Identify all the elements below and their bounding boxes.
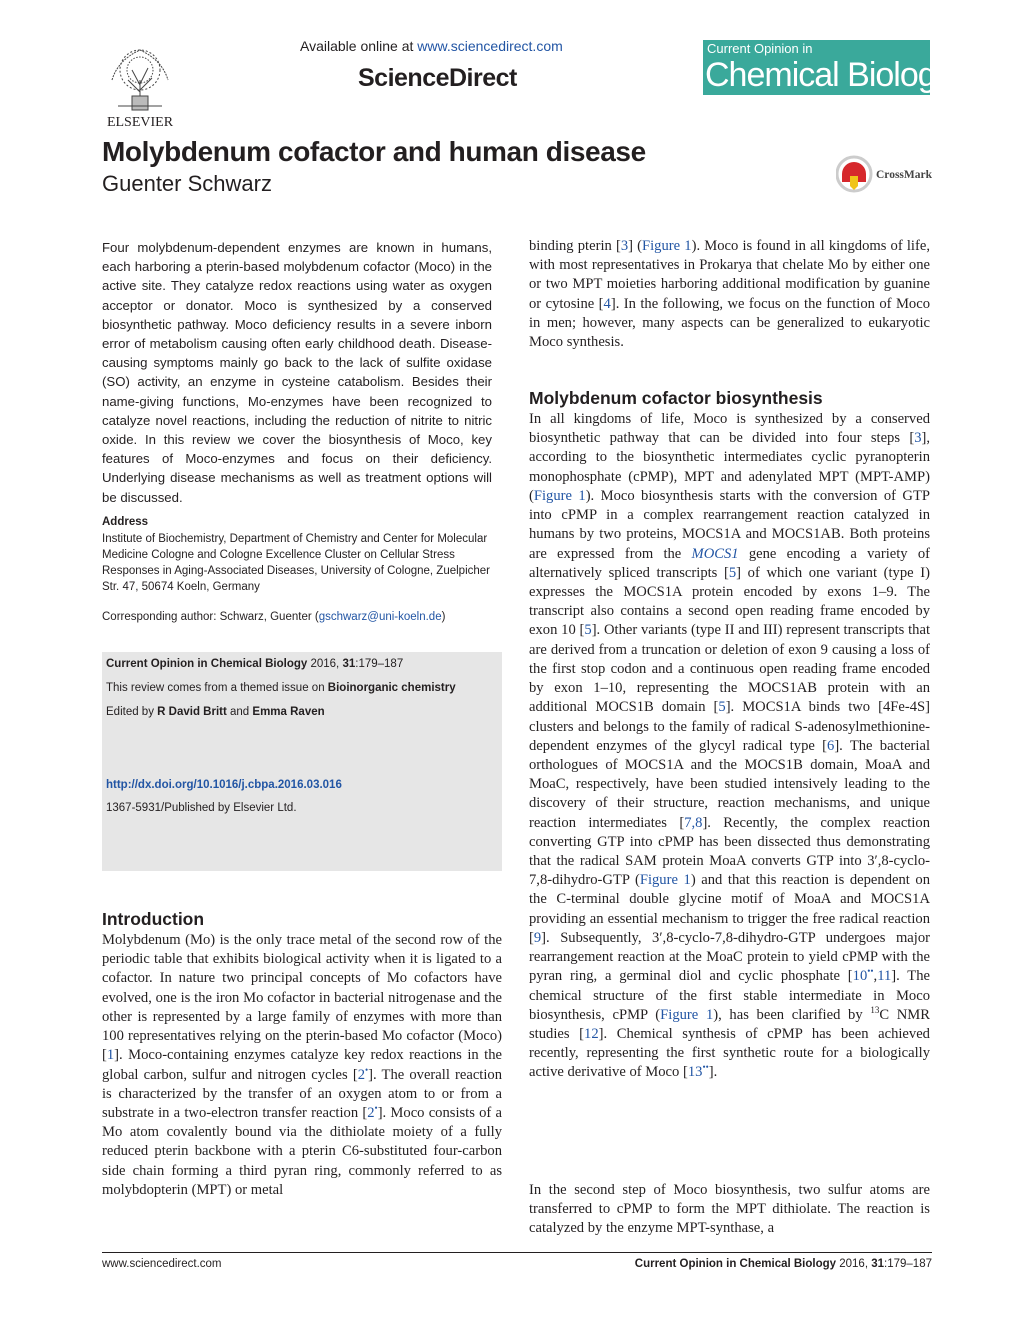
ref-link[interactable]: 13•• bbox=[687, 1062, 709, 1081]
figure-link[interactable]: Figure 1 bbox=[660, 1006, 714, 1023]
author-email-link[interactable]: gschwarz@uni-koeln.de bbox=[318, 611, 442, 623]
citation-line bbox=[106, 658, 403, 670]
ref-link[interactable]: 9 bbox=[533, 929, 542, 946]
crossmark-label: CrossMark bbox=[876, 169, 933, 181]
figure-link[interactable]: Figure 1 bbox=[642, 238, 692, 254]
ref-link[interactable]: 3 bbox=[914, 430, 922, 447]
editor-2: Emma Raven bbox=[252, 706, 325, 718]
ref-link[interactable]: 1 bbox=[106, 1047, 115, 1064]
abstract: Four molybdenum-dependent enzymes are known in humans, each harboring a pterin-based molybdenum cofactor (Moco) in the active site. They catalyze redox reactions using water as oxygen acceptor or donator. Moco is synthesized by a conserved biosynthetic pathway. Moco deficiency results in a severe inborn error of metabolism causing often early childhood death. Disease-causing symptoms mainly go back to the lack of sulfite oxidase (SO) activity, an enzyme in cysteine catabolism. Besides their name-giving functions, Mo-enzymes have been recognized to catalyze novel reactions, including the reduction of nitrite to nitric oxide. In this review we cover the biosynthesis of Moco, key features of Moco-enzymes and focus on their deficiency. Underlying disease mechanisms as well as treatment options will be discussed. bbox=[102, 240, 492, 505]
corresponding-suffix: ) bbox=[441, 611, 446, 623]
infobox-volume: 31 bbox=[342, 658, 356, 670]
intro-continued: binding pterin [3] (Figure 1). Moco is found in all kingdoms of life, with most representatives in Prokarya that chelate Mo by either one or two MPT moieties harboring additional modification by guanine or cytosine [4]. In the following, we focus on the function of Moco in men; however, many aspects can be generalized to eukaryotic Moco synthesis. bbox=[529, 238, 930, 351]
footer-year: 2016, bbox=[839, 1258, 869, 1270]
footer-journal: Current Opinion in Chemical Biology bbox=[634, 1258, 837, 1270]
editor-1: R David Britt bbox=[157, 706, 227, 718]
ref-link[interactable]: 5 bbox=[718, 699, 726, 716]
sciencedirect-brand: ScienceDirect bbox=[358, 64, 517, 92]
ref-link[interactable]: 10•• bbox=[852, 966, 874, 985]
theme-name: Bioinorganic chemistry bbox=[327, 682, 456, 694]
infobox-pages: :179–187 bbox=[355, 658, 404, 670]
available-online bbox=[300, 38, 563, 54]
footer-divider bbox=[102, 1252, 932, 1253]
footer-citation bbox=[635, 1258, 932, 1270]
doi-link[interactable]: http://dx.doi.org/10.1016/j.cbpa.2016.03.016 bbox=[106, 779, 342, 791]
figure-link[interactable]: Figure 1 bbox=[533, 487, 586, 504]
footer-url[interactable]: www.sciencedirect.com bbox=[102, 1258, 222, 1270]
article-author: Guenter Schwarz bbox=[102, 171, 272, 196]
introduction-heading: Introduction bbox=[102, 909, 205, 929]
crossmark-button[interactable] bbox=[836, 154, 936, 194]
ref-link[interactable]: 2• bbox=[357, 1064, 369, 1083]
footer-volume: 31 bbox=[871, 1258, 885, 1270]
ref-link[interactable]: 7,8 bbox=[684, 814, 703, 831]
corresponding-author bbox=[102, 611, 445, 623]
ref-link[interactable]: 2• bbox=[367, 1103, 378, 1121]
elsevier-logo bbox=[98, 40, 182, 128]
ref-link[interactable]: 4 bbox=[603, 295, 611, 312]
ref-link[interactable]: 3 bbox=[620, 238, 629, 254]
figure-link[interactable]: Figure 1 bbox=[639, 872, 691, 889]
ref-link[interactable]: 6 bbox=[827, 737, 835, 754]
edited-prefix: Edited by bbox=[106, 706, 154, 718]
biosynthesis-body: In all kingdoms of life, Moco is synthesized by a conserved biosynthetic pathway that can be divided into four steps [3], according to the biosynthetic intermediates cyclic pyranopterin monophosphate (cPMP), MPT and adenylated MPT (MPT-AMP) (Figure 1). Moco biosynthesis starts with the conversion of GTP into cPMP in a complex rearrangement reaction catalyzed in humans by two proteins, MOCS1A and MOCS1AB. Both proteins are expressed from the MOCS1 gene encoding a variety of alternatively spliced transcripts [5] of which one variant (type I) expresses the MOCS1A protein encoded by exons 1–9. The transcript also contains a second open reading frame encoded by exon 10 [5]. Other variants (type II and III) represent transcripts that are derived from a truncation or deletion of exon 9 causing a loss of the first stop codon and a continuous open reading frame encoded by exon 1–10, representing the MOCS1AB protein with an additional MOCS1B domain [5]. MOCS1A binds two [4Fe-4S] clusters and belongs to the family of radical S-adenosylmethionine-dependent enzymes of the glycyl radical type [6]. The bacterial orthologues of MOCS1A and the MOCS1B domain, MoaA and MoaC, respectively, have been studied intensively leading to the discovery of their structure, reaction mechanisms, and unique reaction intermediates [7,8]. Recently, the complex reaction converting GTP into cPMP has been dissected thus demonstrating that the radical SAM protein MoaA converts GTP into 3′,8-cyclo-7,8-dihydro-GTP (Figure 1) and that this reaction is dependent on the C-terminal double glycine motif of MoaA and MOCS1A providing an essential mechanism to trigger the free radical reaction [9]. Subsequently, 3′,8-cyclo-7,8-dihydro-GTP undergoes major rearrangement reaction at the MoaC protein to yield cPMP with the pyran ring, a germinal diol and cyclic phosphate [10••,11]. The chemical structure of the first stable intermediate in Moco biosynthesis, cPMP (Figure 1), has been clarified by $^{13}$C NMR studies [12]. Chemical synthesis of cPMP has been achieved recently, representing the first synthetic route for a biologically active derivative of Moco [13••]. bbox=[529, 411, 931, 1081]
sciencedirect-link[interactable]: www.sciencedirect.com bbox=[417, 38, 563, 54]
journal-badge-line2: Chemical Biology bbox=[705, 56, 952, 94]
ref-link[interactable]: 5 bbox=[584, 622, 592, 639]
theme-line bbox=[106, 682, 456, 694]
infobox-journal: Current Opinion in Chemical Biology bbox=[106, 658, 308, 670]
infobox-year: 2016, bbox=[310, 658, 340, 670]
ref-link[interactable]: 12 bbox=[584, 1026, 599, 1042]
biosynthesis-body-2: In the second step of Moco biosynthesis, two sulfur atoms are transferred to cPMP to form the MPT dithiolate. The reaction is catalyzed by the enzyme MPT-synthase, a bbox=[529, 1182, 930, 1237]
ref-link[interactable]: 5 bbox=[728, 564, 737, 581]
ref-link[interactable]: 11 bbox=[877, 968, 892, 985]
editors-line bbox=[106, 706, 325, 718]
issn-line: 1367-5931/Published by Elsevier Ltd. bbox=[106, 802, 297, 814]
available-prefix: Available online at bbox=[300, 38, 414, 54]
publisher-name: ELSEVIER bbox=[106, 115, 174, 128]
address-heading: Address bbox=[102, 516, 149, 528]
introduction-body: Molybdenum (Mo) is the only trace metal of the second row of the periodic table that exhibits biological activity when it is ligated to a cofactor. In nature two principal concepts of Mo cofactors have evolved, one is the iron Mo cofactor in bacterial nitrogenase and the other is represented by a large family of enzymes with more than 100 representatives relying on the pterin-based Mo cofactor (Moco) [1]. Moco-containing enzymes catalyze key redox reactions in the global carbon, sulfur and nitrogen cycles [2•]. The overall reaction is characterized by the transfer of an oxygen atom to or from a substrate in a two-electron transfer reaction [2•]. Moco consists of a Mo atom covalently bound via the dithiolate moiety of a fully reduced pterin backbone with a pterin C6-substituted four-carbon side chain forming a third pyran ring, commonly referred to as molybdopterin (MPT) or metal bbox=[102, 932, 502, 1198]
journal-badge-line1: Current Opinion in bbox=[707, 41, 813, 56]
article-info-box bbox=[102, 652, 502, 871]
corresponding-prefix: Corresponding author: Schwarz, Guenter ( bbox=[102, 611, 319, 623]
address-body: Institute of Biochemistry, Department of Chemistry and Center for Molecular Medicine Cologne and Cologne Excellence Cluster on Cellular Stress Responses in Aging-Associated Diseases, University of Cologne, Zuelpicher Str. 47, 50674 Koeln, Germany bbox=[102, 533, 491, 593]
journal-badge bbox=[703, 40, 952, 95]
theme-prefix: This review comes from a themed issue on bbox=[106, 682, 325, 694]
article-title: Molybdenum cofactor and human disease bbox=[102, 136, 646, 167]
doi-line bbox=[106, 779, 342, 791]
biosynthesis-heading: Molybdenum cofactor biosynthesis bbox=[529, 388, 823, 408]
footer-pages: :179–187 bbox=[884, 1258, 932, 1270]
editor-and: and bbox=[230, 706, 250, 718]
